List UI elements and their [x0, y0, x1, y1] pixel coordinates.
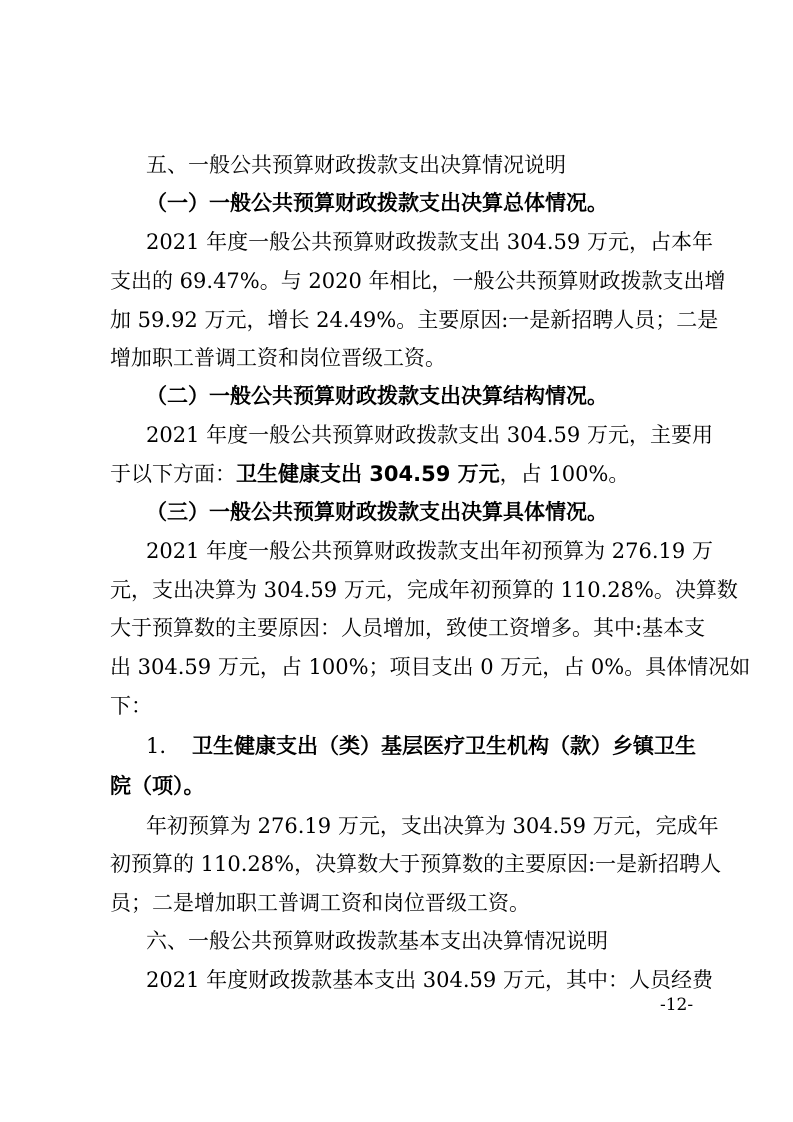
item-1-heading: 卫生健康支出（类）基层医疗卫生机构（款）乡镇卫生: [192, 734, 696, 758]
paragraph-line: 加 59.92 万元，增长 24.49%。主要原因:一是新招聘人员；二是: [110, 308, 719, 332]
highlight-text: 卫生健康支出 304.59 万元: [236, 462, 500, 486]
section-5-sub1-heading: （一）一般公共预算财政拨款支出决算总体情况。: [146, 191, 608, 215]
paragraph-line: 员；二是增加职工普调工资和岗位晋级工资。: [110, 891, 530, 915]
text-suffix: ，占 100%。: [499, 462, 630, 486]
paragraph-line: 年初预算为 276.19 万元，支出决算为 304.59 万元，完成年: [146, 814, 719, 838]
section-5-sub3-heading: （三）一般公共预算财政拨款支出决算具体情况。: [146, 500, 608, 524]
paragraph-line: 出 304.59 万元，占 100%；项目支出 0 万元，占 0%。具体情况如: [110, 655, 751, 679]
paragraph-line: 2021 年度财政拨款基本支出 304.59 万元，其中：人员经费: [146, 968, 713, 992]
page-number: -12-: [660, 995, 694, 1015]
paragraph-line: 支出的 69.47%。与 2020 年相比，一般公共预算财政拨款支出增: [110, 269, 726, 293]
paragraph-line: 元，支出决算为 304.59 万元，完成年初预算的 110.28%。决算数: [110, 578, 738, 602]
paragraph-line: 大于预算数的主要原因：人员增加，致使工资增多。其中:基本支: [110, 616, 706, 640]
paragraph-line: 增加职工普调工资和岗位晋级工资。: [110, 346, 446, 370]
text-prefix: 于以下方面：: [110, 462, 236, 486]
item-1-number: 1.: [146, 734, 167, 758]
paragraph-line: 2021 年度一般公共预算财政拨款支出 304.59 万元，主要用: [146, 423, 713, 447]
paragraph-line-mixed: [110, 456, 690, 492]
section-5-sub2-heading: （二）一般公共预算财政拨款支出决算结构情况。: [146, 384, 608, 408]
section-5-heading: 五、一般公共预算财政拨款支出决算情况说明: [146, 153, 566, 177]
item-1-heading-cont: 院（项）。: [110, 774, 205, 798]
paragraph-line: 下：: [110, 694, 152, 718]
section-6-heading: 六、一般公共预算财政拨款基本支出决算情况说明: [146, 929, 608, 953]
paragraph-line: 初预算的 110.28%，决算数大于预算数的主要原因:一是新招聘人: [110, 852, 722, 876]
paragraph-line: 2021 年度一般公共预算财政拨款支出年初预算为 276.19 万: [146, 539, 713, 563]
paragraph-line: 2021 年度一般公共预算财政拨款支出 304.59 万元，占本年: [146, 230, 713, 254]
